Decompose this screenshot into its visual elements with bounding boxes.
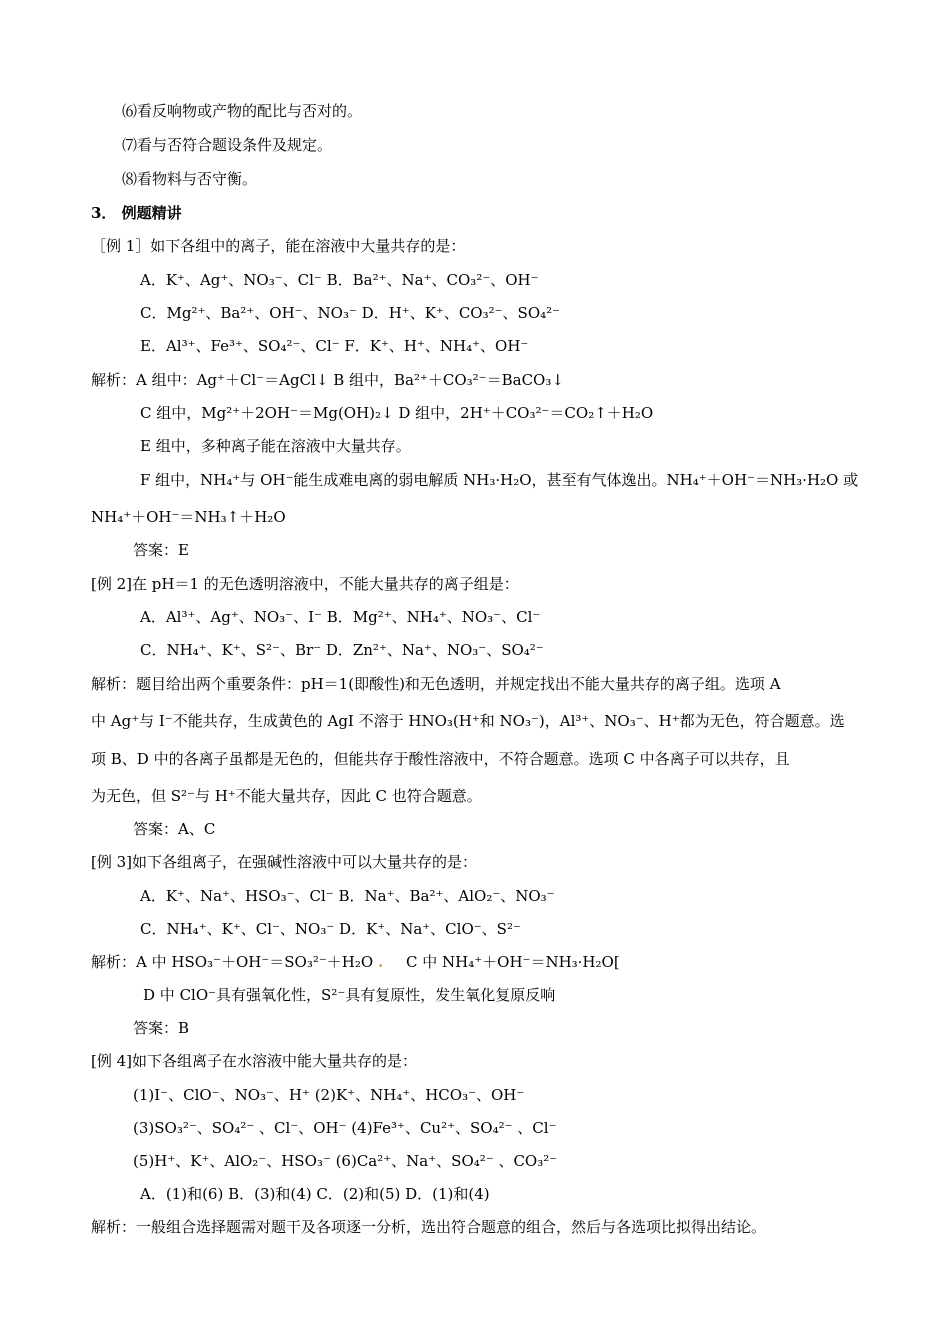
example-title: [例 2]在 pH＝1 的无色透明溶液中，不能大量共存的离子组是： [91,575,519,593]
option-line: A．Al³⁺、Ag⁺、NO₃⁻、I⁻ B．Mg²⁺、NH₄⁺、NO₃⁻、Cl⁻ [140,608,541,626]
analysis-line: 为无色，但 S²⁻与 H⁺不能大量共存，因此 C 也符合题意。 [91,787,482,805]
option-line: A．K⁺、Ag⁺、NO₃⁻、Cl⁻ B．Ba²⁺、Na⁺、CO₃²⁻、OH⁻ [140,271,539,289]
analysis-line: 解析：A 组中：Ag⁺＋Cl⁻＝AgCl↓ B 组中，Ba²⁺＋CO₃²⁻＝BaCO₃↓ [91,371,564,389]
analysis-line: 项 B、D 中的各离子虽都是无色的，但能共存于酸性溶液中，不符合题意。选项 C 中各离子可以共存，且 [91,750,790,768]
analysis-line: F 组中，NH₄⁺与 OH⁻能生成难电离的弱电解质 NH₃·H₂O，甚至有气体逸出。NH₄⁺＋OH⁻＝NH₃·H₂O 或 [140,471,859,489]
option-line: E．Al³⁺、Fe³⁺、SO₄²⁻、Cl⁻ F．K⁺、H⁺、NH₄⁺、OH⁻ [140,337,529,355]
answer-line: 答案：A、C [133,820,216,838]
example-title: [例 4]如下各组离子在水溶液中能大量共存的是： [91,1052,418,1070]
section-heading: 3． 例题精讲 [91,204,182,222]
option-line: C．NH₄⁺、K⁺、Cl⁻、NO₃⁻ D．K⁺、Na⁺、ClO⁻、S²⁻ [140,920,521,938]
example-title: ［例 1］如下各组中的离子，能在溶液中大量共存的是： [91,237,466,255]
analysis-line: 中 Ag⁺与 I⁻不能共存，生成黄色的 AgI 不溶于 HNO₃(H⁺和 NO₃⁻)，Al³⁺、NO₃⁻、H⁺都为无色，符合题意。选 [91,712,845,730]
answer-line: 答案：E [133,541,189,559]
option-line: A．K⁺、Na⁺、HSO₃⁻、Cl⁻ B．Na⁺、Ba²⁺、AlO₂⁻、NO₃⁻ [140,887,555,905]
analysis-line: D 中 ClO⁻具有强氧化性，S²⁻具有复原性，发生氧化复原反响 [143,986,556,1004]
analysis-line: 解析：题目给出两个重要条件：pH＝1(即酸性)和无色透明，并规定找出不能大量共存的离子组。选项 A [91,675,781,693]
text-line: ⑻看物料与否守衡。 [122,170,258,188]
analysis-line: C 组中，Mg²⁺＋2OH⁻＝Mg(OH)₂↓ D 组中，2H⁺＋CO₃²⁻＝CO₂↑＋H₂O [140,404,654,422]
option-line: C．Mg²⁺、Ba²⁺、OH⁻、NO₃⁻ D．H⁺、K⁺、CO₃²⁻、SO₄²⁻ [140,304,561,322]
option-line: A．(1)和(6) B．(3)和(4) C．(2)和(5) D．(1)和(4) [140,1185,490,1203]
text-line: ⑺看与否符合题设条件及规定。 [122,136,333,154]
option-line: (5)H⁺、K⁺、AlO₂⁻、HSO₃⁻ (6)Ca²⁺、Na⁺、SO₄²⁻ 、CO₃²⁻ [133,1152,558,1170]
answer-line: 答案：B [133,1019,190,1037]
example-title: [例 3]如下各组离子，在强碱性溶液中可以大量共存的是： [91,853,478,871]
analysis-line: E 组中，多种离子能在溶液中大量共存。 [140,437,411,455]
option-line: (1)I⁻、ClO⁻、NO₃⁻、H⁺ (2)K⁺、NH₄⁺、HCO₃⁻、OH⁻ [133,1086,525,1104]
analysis-line: 解析：A 中 HSO₃⁻＋OH⁻＝SO₃²⁻＋H₂O [91,953,374,971]
option-line: (3)SO₃²⁻、SO₄²⁻ 、Cl⁻、OH⁻ (4)Fe³⁺、Cu²⁺、SO₄²⁻ 、Cl⁻ [133,1119,557,1137]
analysis-line: 解析：一般组合选择题需对题干及各项逐一分析，选出符合题意的组合，然后与各选项比拟得出结论。 [91,1218,767,1236]
text-line: ⑹看反响物或产物的配比与否对的。 [122,102,363,120]
analysis-line: C 中 NH₄⁺＋OH⁻＝NH₃·H₂O[ [406,953,620,971]
analysis-line: NH₄⁺＋OH⁻＝NH₃↑＋H₂O [91,508,286,526]
stray-dot: . [378,953,384,971]
option-line: C．NH₄⁺、K⁺、S²⁻、Br⁻ D．Zn²⁺、Na⁺、NO₃⁻、SO₄²⁻ [140,641,544,659]
